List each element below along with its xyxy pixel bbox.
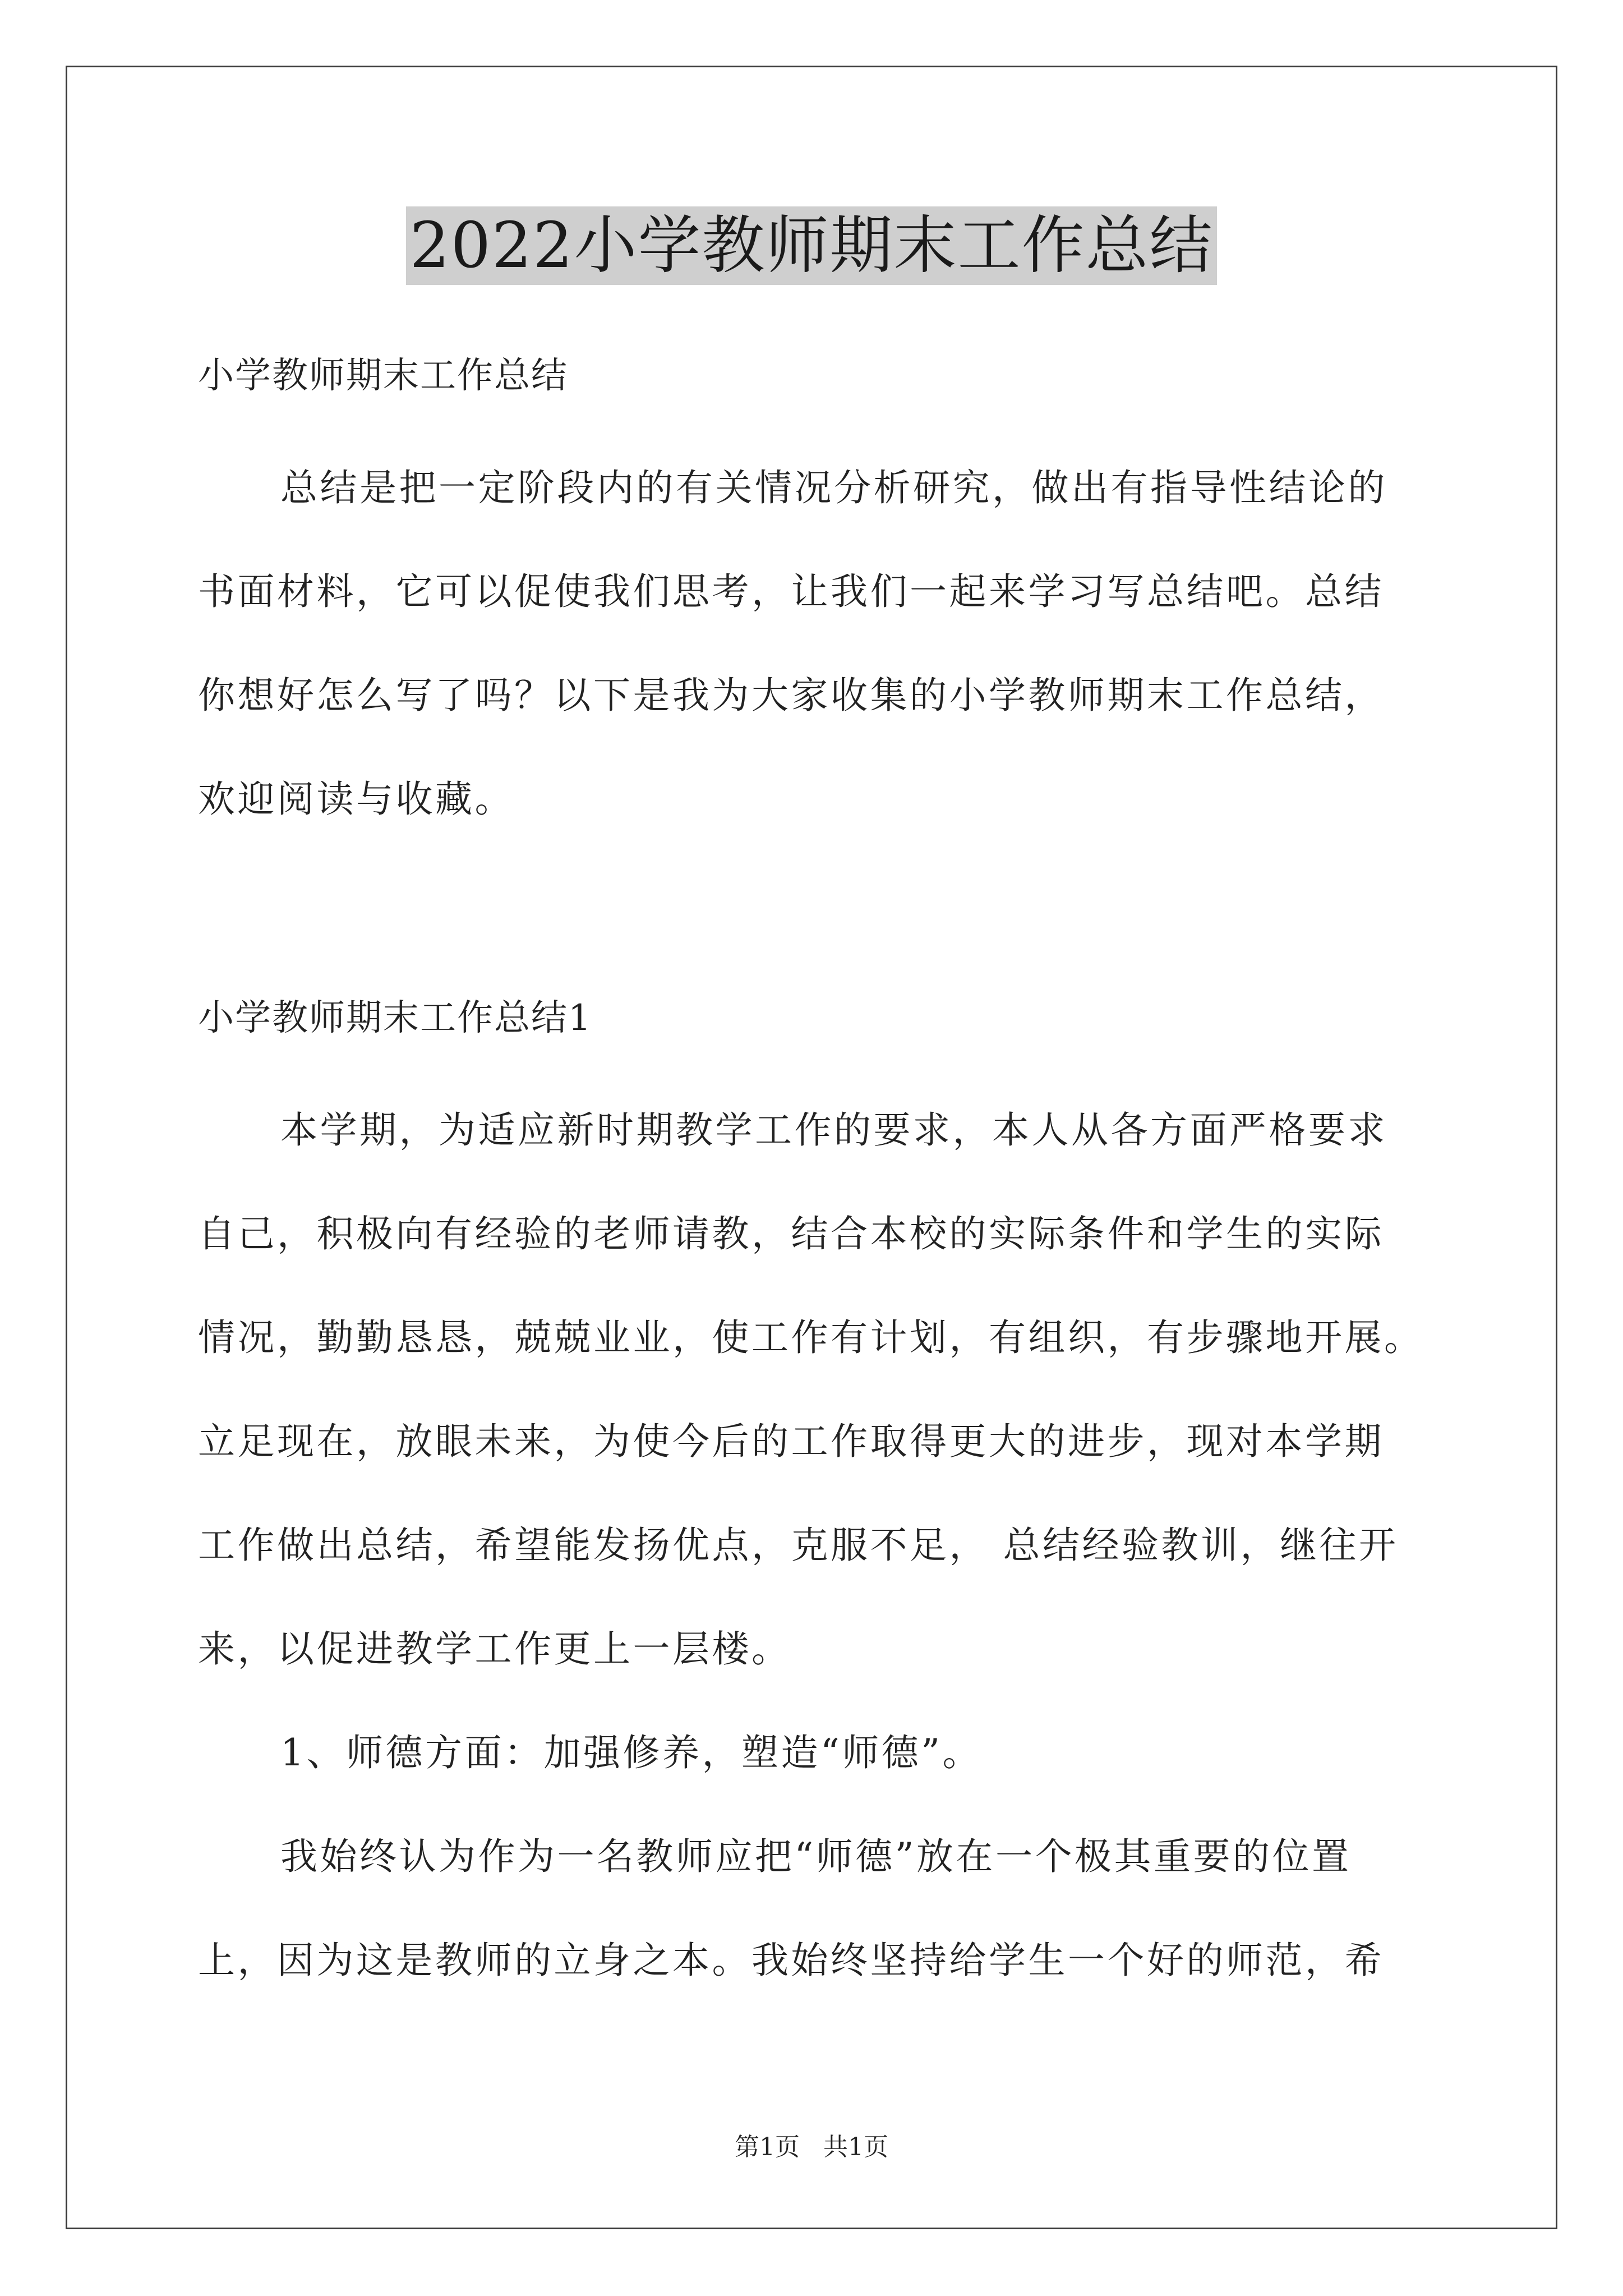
paragraph-line: 欢迎阅读与收藏。	[198, 777, 514, 821]
paragraph-line: 本学期，为适应新时期教学工作的要求，本人从各方面严格要求	[280, 1108, 1387, 1152]
section-heading: 小学教师期末工作总结1	[198, 997, 592, 1039]
paragraph-line: 立足现在，放眼未来，为使今后的工作取得更大的进步，现对本学期	[198, 1420, 1384, 1463]
numbered-heading: 1、师德方面：加强修养，塑造“师德”。	[280, 1731, 982, 1774]
paragraph-line: 来，以促进教学工作更上一层楼。	[198, 1627, 791, 1671]
paragraph-line: 你想好怎么写了吗？以下是我为大家收集的小学教师期末工作总结，	[198, 674, 1384, 717]
page-number-footer: 第1页 共1页	[735, 2133, 888, 2161]
document-title: 2022小学教师期末工作总结	[406, 206, 1216, 285]
paragraph-line: 自己，积极向有经验的老师请教，结合本校的实际条件和学生的实际	[198, 1212, 1384, 1255]
paragraph-line: 书面材料，它可以促使我们思考，让我们一起来学习写总结吧。总结	[198, 570, 1384, 613]
paragraph-line: 上，因为这是教师的立身之本。我始终坚持给学生一个好的师范，希	[198, 1939, 1384, 1982]
paragraph-line: 我始终认为作为一名教师应把“师德”放在一个极其重要的位置	[280, 1835, 1352, 1878]
section-heading: 小学教师期末工作总结	[198, 355, 568, 397]
paragraph-line: 情况，勤勤恳恳，兢兢业业，使工作有计划，有组织，有步骤地开展。	[198, 1316, 1424, 1359]
paragraph-line: 总结是把一定阶段内的有关情况分析研究，做出有指导性结论的	[280, 466, 1387, 509]
paragraph-line: 工作做出总结，希望能发扬优点，克服不足， 总结经验教训，继往开	[198, 1524, 1399, 1567]
title-container	[0, 206, 1623, 285]
